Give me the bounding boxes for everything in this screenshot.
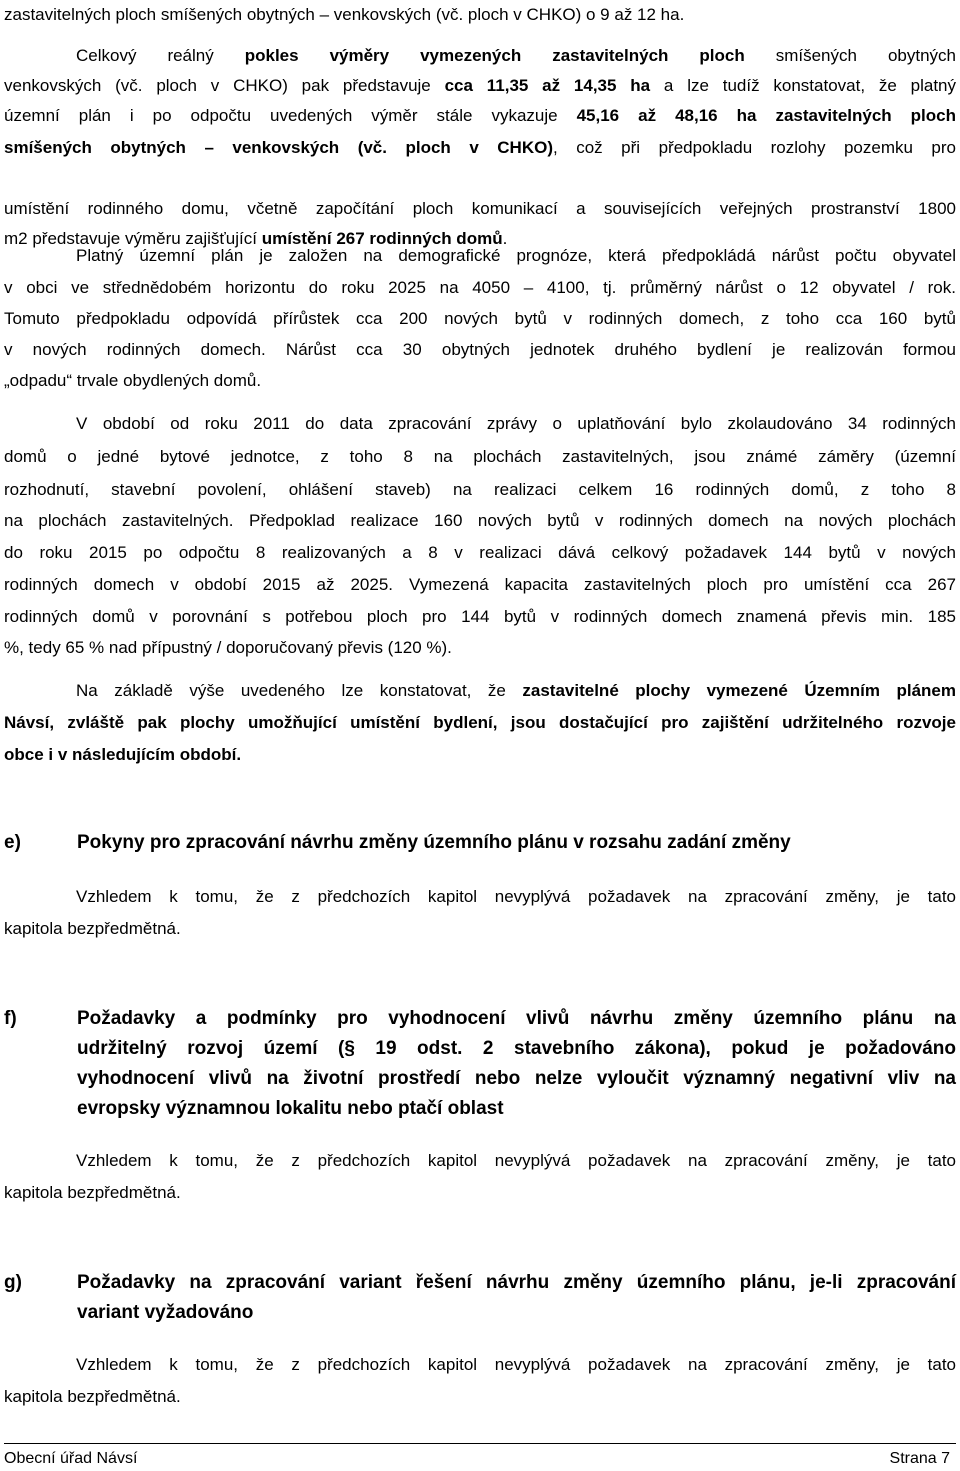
paragraph-line: umístění rodinného domu, včetně započítání ploch komunikací a souvisejících veřejných prostranství 1800 — [4, 199, 956, 218]
section-body-line: Vzhledem k tomu, že z předchozích kapitol nevyplývá požadavek na zpracování změny, je tato — [76, 1151, 956, 1170]
paragraph-line: Platný územní plán je založen na demografické prognóze, která předpokládá nárůst počtu obyvatel — [76, 246, 956, 265]
paragraph-line: V období od roku 2011 do data zpracování zprávy o uplatňování bylo zkolaudováno 34 rodinných — [76, 414, 956, 433]
footer-divider — [4, 1443, 956, 1444]
paragraph-line: rozhodnutí, stavební povolení, ohlášení staveb) na realizaci celkem 16 rodinných domů, z toho 8 — [4, 480, 956, 499]
paragraph-line: „odpadu“ trvale obydlených domů. — [4, 371, 262, 390]
paragraph-line: m2 představuje výměru zajišťující umístění 267 rodinných domů. — [4, 229, 508, 248]
paragraph-line: rodinných domech v období 2015 až 2025. Vymezená kapacita zastavitelných ploch pro umístění cca 267 — [4, 575, 956, 594]
paragraph-line: Tomuto předpokladu odpovídá přírůstek cca 200 nových bytů v rodinných domech, z toho cca 160 bytů — [4, 309, 956, 328]
paragraph-line: %, tedy 65 % nad přípustný / doporučovaný převis (120 %). — [4, 638, 452, 657]
section-heading-line: Požadavky na zpracování variant řešení návrhu změny územního plánu, je-li zpracování — [77, 1272, 956, 1293]
section-heading-line: evropsky významnou lokalitu nebo ptačí oblast — [77, 1098, 504, 1119]
section-heading-line: Požadavky a podmínky pro vyhodnocení vlivů návrhu změny územního plánu na — [77, 1008, 956, 1029]
section-label: e) — [4, 832, 21, 853]
paragraph-line: Celkový reálný pokles výměry vymezených zastavitelných ploch smíšených obytných — [76, 46, 956, 65]
section-heading-line: Pokyny pro zpracování návrhu změny územního plánu v rozsahu zadání změny — [77, 832, 791, 853]
footer-office: Obecní úřad Návsí — [4, 1450, 138, 1467]
paragraph-line: Návsí, zvláště pak plochy umožňující umístění bydlení, jsou dostačující pro zajištění udržitelného rozvoje — [4, 713, 956, 732]
section-body-line: kapitola bezpředmětná. — [4, 919, 181, 938]
paragraph-line: Na základě výše uvedeného lze konstatovat, že zastavitelné plochy vymezené Územním plánem — [76, 681, 956, 700]
paragraph-line: zastavitelných ploch smíšených obytných – venkovských (vč. ploch v CHKO) o 9 až 12 ha. — [4, 5, 685, 24]
section-heading-line: variant vyžadováno — [77, 1302, 254, 1323]
section-heading-line: vyhodnocení vlivů na životní prostředí nebo nelze vyloučit významný negativní vliv na — [77, 1068, 956, 1089]
section-heading-line: udržitelný rozvoj území (§ 19 odst. 2 stavebního zákona), pokud je požadováno — [77, 1038, 956, 1059]
paragraph-line: v obci ve střednědobém horizontu do roku 2025 na 4050 – 4100, tj. průměrný nárůst o 12 obyvatel / rok. — [4, 278, 956, 297]
paragraph-line: územní plán i po odpočtu uvedených výměr stále vykazuje 45,16 až 48,16 ha zastavitelných ploch — [4, 106, 956, 125]
paragraph-line: v nových rodinných domech. Nárůst cca 30 obytných jednotek druhého bydlení je realizován formou — [4, 340, 956, 359]
paragraph-line: do roku 2015 po odpočtu 8 realizovaných a 8 v realizaci dává celkový požadavek 144 bytů v nových — [4, 543, 956, 562]
paragraph-line: smíšených obytných – venkovských (vč. ploch v CHKO), což při předpokladu rozlohy pozemku pro — [4, 138, 957, 157]
paragraph-line: rodinných domů v porovnání s potřebou ploch pro 144 bytů v rodinných domech znamená převis min. 185 — [4, 607, 956, 626]
paragraph-line: na plochách zastavitelných. Předpoklad realizace 160 nových bytů v rodinných domech na nových plochách — [4, 511, 956, 530]
paragraph-line: obce i v následujícím období. — [4, 745, 242, 764]
section-label: f) — [4, 1008, 17, 1029]
paragraph-line: venkovských (vč. ploch v CHKO) pak představuje cca 11,35 až 14,35 ha a lze tudíž konstatovat, že platný — [4, 76, 956, 95]
section-body-line: Vzhledem k tomu, že z předchozích kapitol nevyplývá požadavek na zpracování změny, je tato — [76, 887, 956, 906]
section-body-line: kapitola bezpředmětná. — [4, 1183, 181, 1202]
paragraph-line: domů o jedné bytové jednotce, z toho 8 na plochách zastavitelných, jsou známé záměry (územní — [4, 447, 956, 466]
section-body-line: kapitola bezpředmětná. — [4, 1387, 181, 1406]
section-body-line: Vzhledem k tomu, že z předchozích kapitol nevyplývá požadavek na zpracování změny, je tato — [76, 1355, 956, 1374]
footer-page-number: Strana 7 — [889, 1450, 950, 1467]
section-label: g) — [4, 1272, 22, 1293]
